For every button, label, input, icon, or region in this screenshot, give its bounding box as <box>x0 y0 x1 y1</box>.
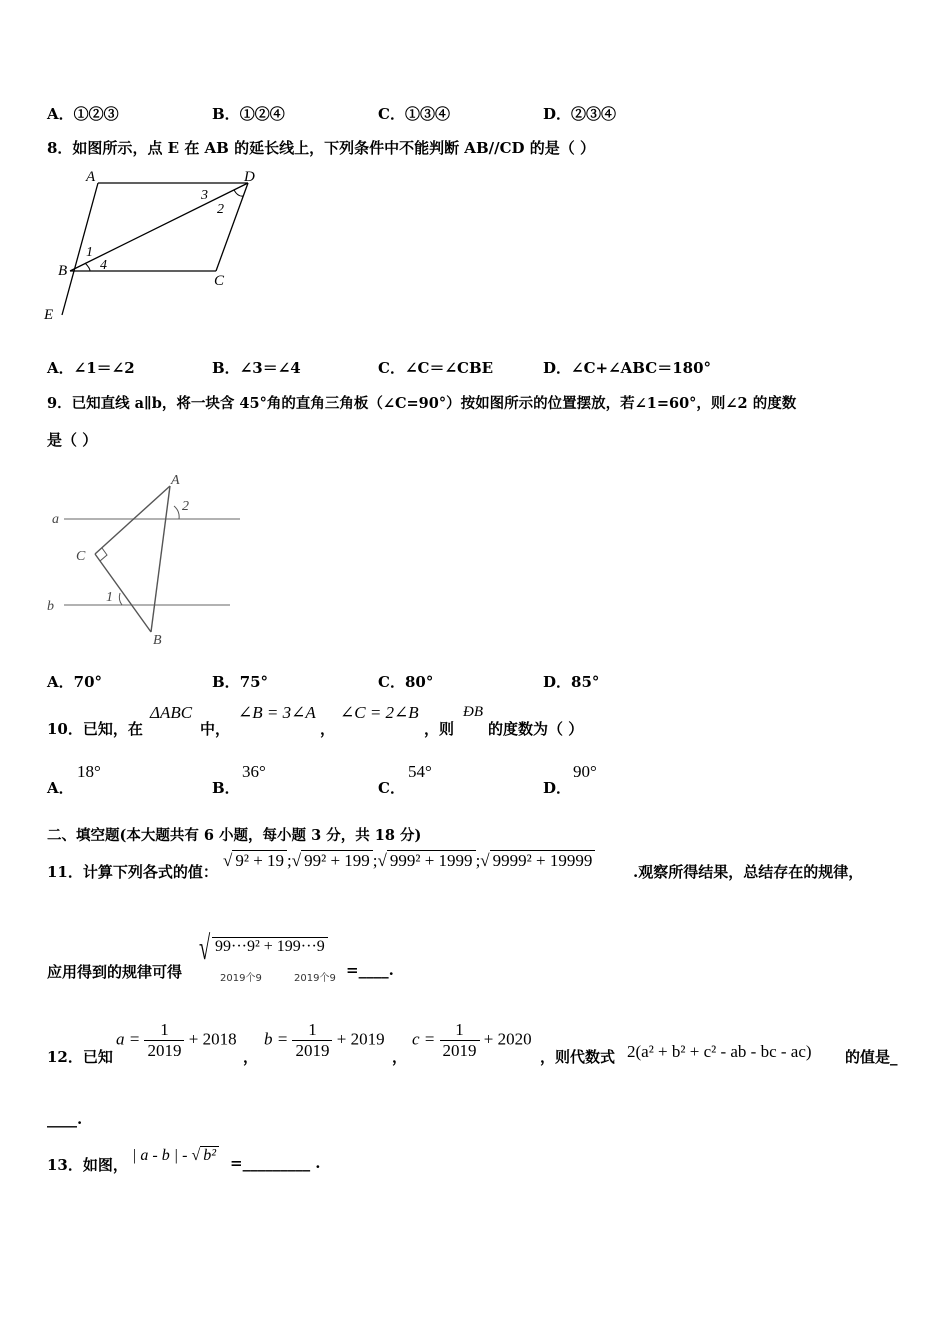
q8-angle-4: 4 <box>100 258 107 273</box>
q12-b: b = $\frac{1}{2019}$ + 2019 <box>264 1020 385 1060</box>
q11-under1: 2019个9 <box>220 973 262 984</box>
q7-option-c: C．①③④ <box>378 105 450 123</box>
q9-side-cb <box>95 554 151 632</box>
q11-answer-blank: =____. <box>346 961 394 979</box>
q12-expr: 2(a² + b² + c² - ab - bc - ac) <box>627 1042 812 1061</box>
q11-under2: 2019个9 <box>294 973 336 984</box>
q8-label-b: B <box>58 263 68 279</box>
q11-exprs: √ 9² + 19 ;√ 99² + 199 ;√ 999² + 1999 ;√ 9999² + 19999 <box>223 850 595 871</box>
q11-prefix: 11．计算下列各式的值： <box>47 863 218 881</box>
q9-side-ab <box>151 486 170 632</box>
section2-title: 二、填空题(本大题共有 6 小题，每小题 3 分，共 18 分) <box>47 827 422 844</box>
q9-stem-line2: 是（ ） <box>47 431 98 449</box>
q10-then: ，则 <box>424 720 455 738</box>
q8-option-c: C．∠C＝∠CBE <box>378 359 494 377</box>
q11-expr2: 99² + 199 <box>301 850 373 871</box>
q10-cond1: ∠B = 3∠A <box>238 703 316 722</box>
q11-line2-prefix: 应用得到的规律可得 <box>47 963 183 981</box>
q9-figure <box>40 468 240 648</box>
q13-suffix: =_________ . <box>230 1154 321 1172</box>
q8-label-c: C <box>214 273 225 289</box>
q10-target: ÐB <box>463 704 483 720</box>
q8-stem: 8．如图所示，点 E 在 AB 的延长线上，下列条件中不能判断 AB//CD 的是（ ） <box>47 139 595 157</box>
q9-angle-2: 2 <box>182 499 189 514</box>
q12-c: c = $\frac{1}{2019}$ + 2020 <box>412 1020 532 1060</box>
q7-option-d: D．②③④ <box>543 105 617 123</box>
q11-suffix: .观察所得结果，总结存在的规律， <box>633 863 864 881</box>
q9-angle-1: 1 <box>106 590 113 605</box>
q8-angle-3: 3 <box>201 188 208 203</box>
q12-suffix: 的值是_ <box>845 1048 898 1066</box>
q10-option-c-letter: C． <box>378 779 405 797</box>
q12-comma-1: ， <box>243 1048 259 1066</box>
q9-label-c: C <box>76 549 86 564</box>
q7-option-a: A．①②③ <box>47 105 119 123</box>
q10-triangle: ΔABC <box>150 703 193 722</box>
q9-label-a-vertex: A <box>171 473 180 488</box>
q10-comma: ， <box>320 720 336 738</box>
q12-a: a = $\frac{1}{2019}$ + 2018 <box>116 1020 237 1060</box>
q10-option-a-letter: A． <box>47 779 74 797</box>
q8-angle-2: 2 <box>217 202 224 217</box>
q9-side-ac <box>95 486 170 554</box>
q11-expr1: 9² + 19 <box>232 850 287 871</box>
q8-figure <box>40 165 270 325</box>
q12-then: ，则代数式 <box>540 1048 616 1066</box>
q10-prefix: 10．已知，在 <box>47 720 143 738</box>
q10-cond2: ∠C = 2∠B <box>340 703 419 722</box>
q8-label-a: A <box>86 169 96 185</box>
q12-line2: ____. <box>47 1110 83 1128</box>
q9-label-line-b: b <box>47 599 54 614</box>
q11-expr4: 9999² + 19999 <box>490 850 596 871</box>
q12-prefix: 12．已知 <box>47 1048 113 1066</box>
q8-option-b: B．∠3＝∠4 <box>212 359 301 377</box>
q9-option-c: C．80° <box>378 673 434 691</box>
q11-big-radical: √ <box>199 930 211 967</box>
q11-big-expr: 99···9² + 199···9 <box>212 937 328 956</box>
q13-prefix: 13．如图， <box>47 1156 128 1174</box>
q8-label-d: D <box>244 169 255 185</box>
q9-option-d: D．85° <box>543 673 600 691</box>
q9-label-b-vertex: B <box>153 633 162 648</box>
q8-option-d: D．∠C+∠ABC＝180° <box>543 359 712 377</box>
q9-stem-line1: 9．已知直线 a∥b，将一块含 45°角的直角三角板（∠C=90°）按如图所示的位置摆放，若∠1=60°，则∠2 的度数 <box>47 395 797 412</box>
q9-option-b: B．75° <box>212 673 269 691</box>
q12-comma-2: ， <box>392 1048 408 1066</box>
q10-mid: 中， <box>200 720 231 738</box>
q8-option-a: A．∠1＝∠2 <box>47 359 135 377</box>
q10-option-d-letter: D． <box>543 779 572 797</box>
q9-option-a: A．70° <box>47 673 103 691</box>
q8-angle-1: 1 <box>86 245 93 260</box>
q10-option-c-value: 54° <box>408 762 432 781</box>
q10-option-b-letter: B． <box>212 779 240 797</box>
q13-expr: | a - b | - √ b² <box>132 1146 219 1165</box>
q8-label-e: E <box>44 307 54 323</box>
q7-option-b: B．①②④ <box>212 105 285 123</box>
q10-option-b-value: 36° <box>242 762 266 781</box>
q10-suffix: 的度数为（ ） <box>488 720 584 738</box>
q11-expr3: 999² + 1999 <box>387 850 476 871</box>
q10-option-d-value: 90° <box>573 762 597 781</box>
q10-option-a-value: 18° <box>77 762 101 781</box>
q9-label-line-a: a <box>52 512 59 527</box>
